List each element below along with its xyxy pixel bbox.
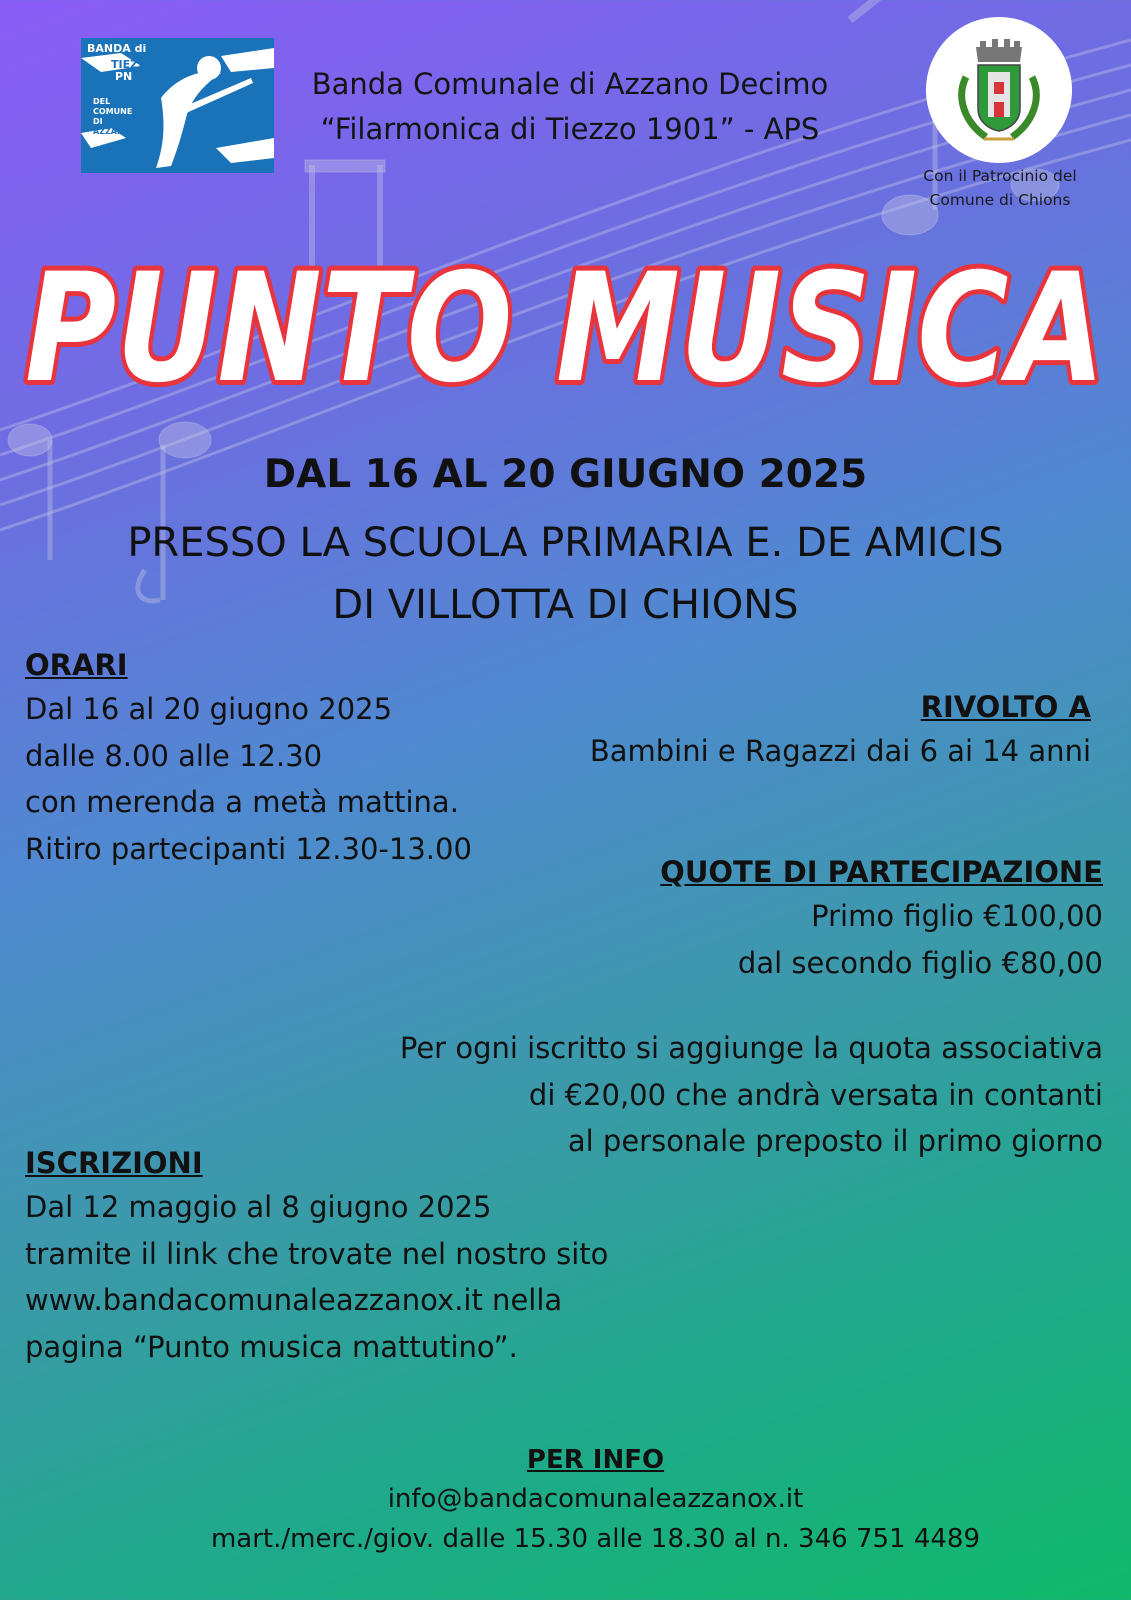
main-title-text: PUNTO MUSICA — [25, 242, 1105, 416]
svg-text:COMUNE: COMUNE — [93, 107, 133, 116]
info-section — [30, 1445, 1131, 1559]
membership-line: al personale preposto il primo giorno — [567, 1124, 1103, 1158]
audience-text: Bambini e Ragazzi dai 6 ai 14 anni — [589, 734, 1091, 768]
info-phone: mart./merc./giov. dalle 15.30 alle 18.30 al n. 346 751 4489 — [210, 1524, 981, 1554]
band-name-header — [300, 62, 840, 152]
registration-line: Dal 12 maggio al 8 giugno 2025 — [25, 1190, 492, 1224]
svg-text:DI: DI — [93, 117, 103, 126]
main-title — [0, 205, 1131, 455]
band-name-line2: “Filarmonica di Tiezzo 1901” - APS — [320, 112, 820, 146]
registration-section — [25, 1146, 705, 1370]
crest-tower-icon — [926, 17, 1072, 163]
band-name-line1: Banda Comunale di Azzano Decimo — [311, 67, 829, 101]
event-dates: DAL 16 AL 20 GIUGNO 2025 — [263, 452, 868, 497]
band-logo-flutist-icon — [81, 38, 274, 173]
info-email: info@bandacomunaleazzanox.it — [387, 1484, 804, 1514]
band-logo — [81, 38, 274, 173]
fee-line: Primo figlio €100,00 — [811, 899, 1103, 933]
fees-section — [523, 855, 1103, 986]
membership-line: Per ogni iscritto si aggiunge la quota associativa — [399, 1031, 1103, 1065]
info-heading: PER INFO — [526, 1445, 665, 1475]
patronage-line2: Comune di Chions — [929, 191, 1071, 209]
svg-text:DEL: DEL — [93, 97, 111, 106]
membership-line: di €20,00 che andrà versata in contanti — [528, 1077, 1103, 1112]
schedule-heading: ORARI — [25, 648, 128, 682]
venue-line2: DI VILLOTTA DI CHIONS — [332, 582, 799, 628]
registration-line: pagina “Punto musica mattutino”. — [25, 1329, 518, 1364]
venue-line1: PRESSO LA SCUOLA PRIMARIA E. DE AMICIS — [127, 520, 1004, 566]
municipal-crest — [926, 17, 1072, 163]
schedule-line: Dal 16 al 20 giugno 2025 — [25, 692, 393, 726]
registration-heading: ISCRIZIONI — [25, 1146, 203, 1180]
schedule-section — [25, 648, 585, 872]
registration-line: www.bandacomunaleazzanox.it nella — [25, 1283, 563, 1317]
schedule-line: Ritiro partecipanti 12.30-13.00 — [25, 831, 472, 866]
schedule-line: con merenda a metà mattina. — [25, 785, 459, 819]
fee-line: dal secondo figlio €80,00 — [737, 945, 1103, 980]
audience-section — [531, 690, 1091, 775]
event-venue — [0, 512, 1131, 636]
audience-heading: RIVOLTO A — [920, 690, 1091, 724]
svg-text:X: X — [93, 139, 100, 149]
svg-text:AZZANO: AZZANO — [93, 127, 131, 136]
membership-fee-note — [343, 1025, 1103, 1165]
registration-line: tramite il link che trovate nel nostro sito — [25, 1236, 609, 1271]
patronage-line1: Con il Patrocinio del — [923, 167, 1077, 185]
svg-text:PN: PN — [115, 70, 133, 83]
svg-text:BANDA di: BANDA di — [87, 42, 147, 55]
fees-heading: QUOTE DI PARTECIPAZIONE — [660, 855, 1103, 889]
svg-text:TIEZZO: TIEZZO — [111, 58, 156, 71]
schedule-line: dalle 8.00 alle 12.30 — [25, 738, 323, 773]
